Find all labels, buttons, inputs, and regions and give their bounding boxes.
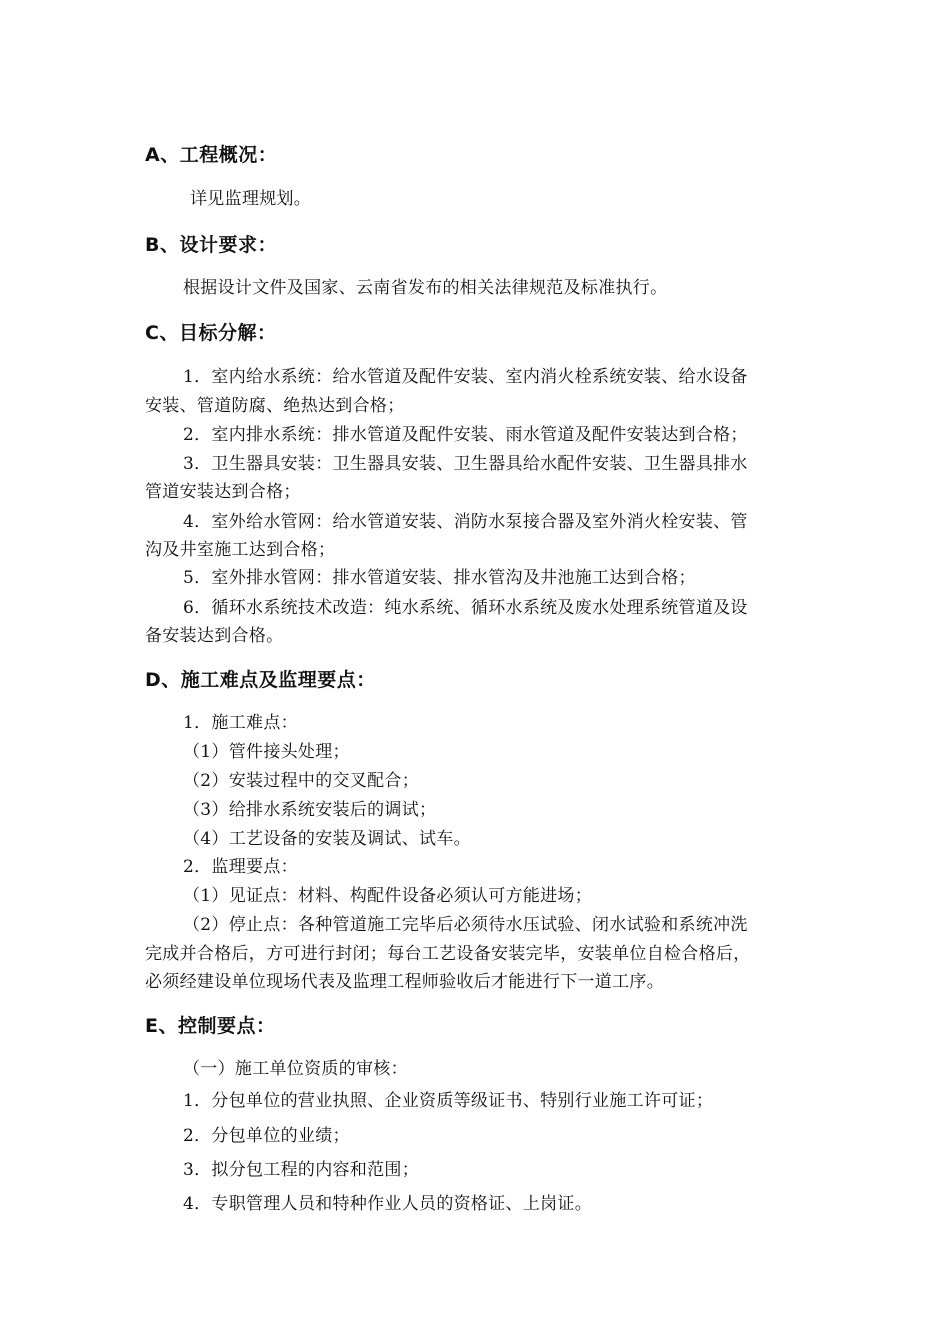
goal-item-3-line2: 管道安装达到合格； [145, 482, 301, 502]
difficulty-item-3: （3）给排水系统安装后的调试； [183, 800, 437, 820]
goal-item-3-line1: 3．卫生器具安装：卫生器具安装、卫生器具给水配件安装、卫生器具排水 [183, 454, 748, 474]
goal-item-4-line2: 沟及井室施工达到合格； [145, 540, 336, 560]
points-title: 2．监理要点： [183, 857, 298, 877]
control-item-3: 3．拟分包工程的内容和范围； [183, 1160, 420, 1180]
difficulty-item-1: （1）管件接头处理； [183, 742, 350, 762]
control-subheading: （一）施工单位资质的审核： [183, 1059, 408, 1079]
goal-item-1-line1: 1．室内给水系统：给水管道及配件安装、室内消火栓系统安装、给水设备 [183, 367, 748, 387]
goal-item-6-line2: 备安装达到合格。 [145, 626, 284, 646]
control-item-4: 4．专职管理人员和特种作业人员的资格证、上岗证。 [183, 1194, 593, 1214]
difficulty-item-2: （2）安装过程中的交叉配合； [183, 771, 420, 791]
point-item-2-line2: 完成并合格后，方可进行封闭；每台工艺设备安装完毕，安装单位自检合格后， [145, 944, 751, 964]
difficulty-item-4: （4）工艺设备的安装及调试、试车。 [183, 829, 471, 849]
point-item-2-line1: （2）停止点：各种管道施工完毕后必须待水压试验、闭水试验和系统冲洗 [183, 915, 748, 935]
goal-item-6-line1: 6．循环水系统技术改造：纯水系统、循环水系统及废水处理系统管道及设 [183, 598, 748, 618]
goal-item-5: 5．室外排水管网：排水管道安装、排水管沟及井池施工达到合格； [183, 568, 696, 588]
section-e-heading: E、控制要点： [145, 1015, 276, 1037]
section-b-heading: B、设计要求： [145, 234, 277, 256]
control-item-1: 1．分包单位的营业执照、企业资质等级证书、特别行业施工许可证； [183, 1091, 714, 1111]
section-d-heading: D、施工难点及监理要点： [145, 669, 376, 691]
control-item-2: 2．分包单位的业绩； [183, 1126, 350, 1146]
section-c-heading: C、目标分解： [145, 322, 277, 344]
section-a-heading: A、工程概况： [145, 144, 278, 166]
point-item-2-line3: 必须经建设单位现场代表及监理工程师验收后才能进行下一道工序。 [145, 972, 664, 992]
difficulty-title: 1．施工难点： [183, 713, 298, 733]
goal-item-1-line2: 安装、管道防腐、绝热达到合格； [145, 396, 405, 416]
section-a-body: 详见监理规划。 [190, 189, 312, 209]
section-b-body: 根据设计文件及国家、云南省发布的相关法律规范及标准执行。 [183, 278, 668, 298]
goal-item-2: 2．室内排水系统：排水管道及配件安装、雨水管道及配件安装达到合格； [183, 425, 748, 445]
goal-item-4-line1: 4．室外给水管网：给水管道安装、消防水泵接合器及室外消火栓安装、管 [183, 512, 748, 532]
point-item-1: （1）见证点：材料、构配件设备必须认可方能进场； [183, 886, 593, 906]
